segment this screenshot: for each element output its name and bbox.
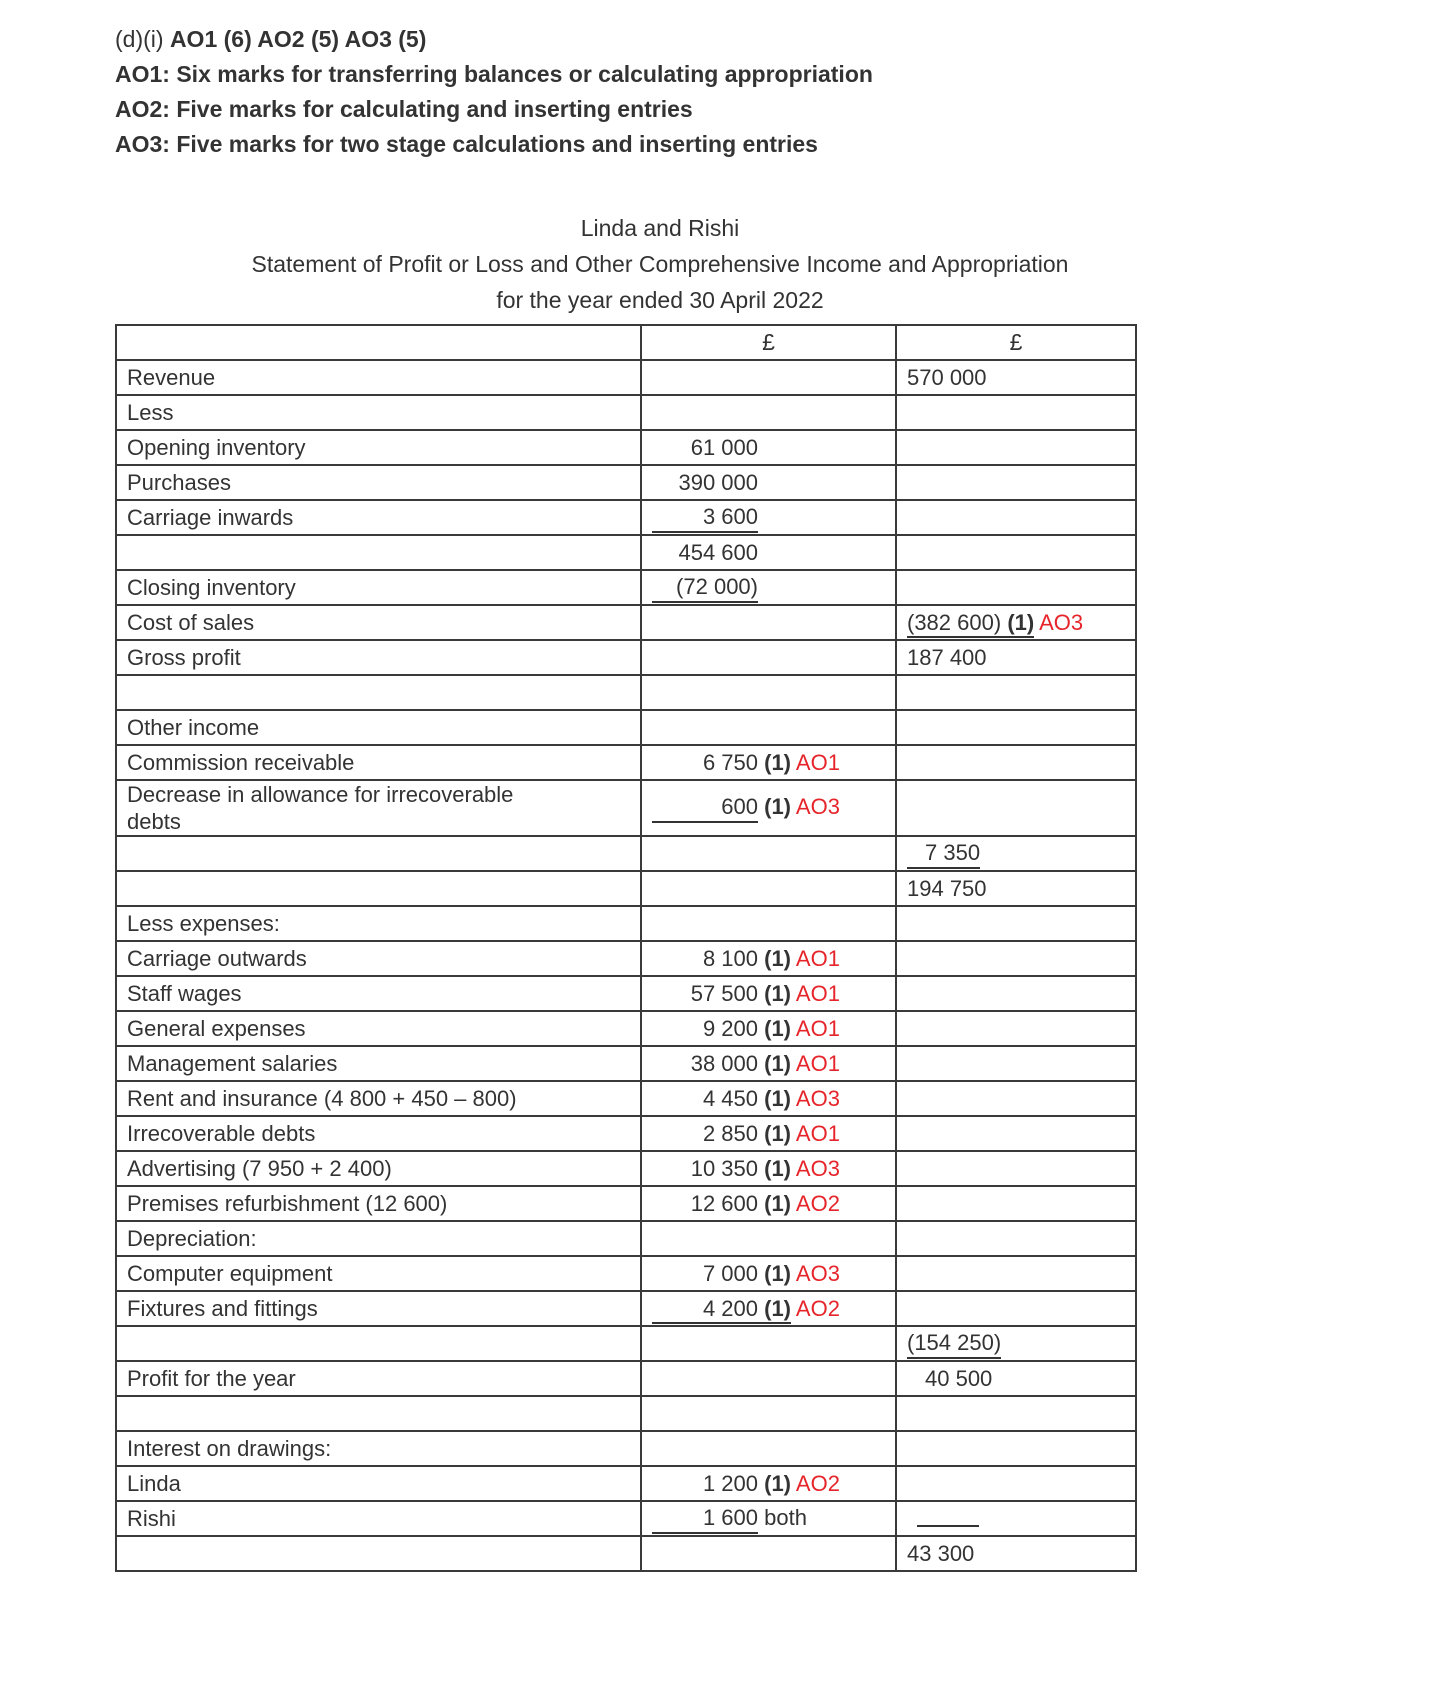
amount-group — [652, 540, 758, 565]
amount-col2-cell — [896, 871, 1136, 906]
amount-col1-cell — [641, 906, 896, 941]
amount-group — [652, 1051, 791, 1076]
table-row — [116, 1291, 1136, 1326]
table-row — [116, 605, 1136, 640]
amount-col2-cell — [896, 1466, 1136, 1501]
table-row — [116, 710, 1136, 745]
table-row — [116, 360, 1136, 395]
table-row — [116, 1116, 1136, 1151]
row-label: Gross profit — [116, 640, 641, 675]
row-label: Irrecoverable debts — [116, 1116, 641, 1151]
amount-value: 38 000 — [690, 1051, 758, 1076]
ao-tag: AO1 — [795, 750, 840, 775]
amount-col1-cell — [641, 1536, 896, 1571]
statement-name: Statement of Profit or Loss and Other Comprehensive Income and Appropriation — [251, 251, 1069, 277]
amount-col2-cell — [896, 430, 1136, 465]
amount-value: 7 000 — [702, 1261, 758, 1286]
row-label: Rent and insurance (4 800 + 450 – 800) — [116, 1081, 641, 1116]
ao-tag: AO2 — [795, 1471, 840, 1496]
row-label: Interest on drawings: — [116, 1431, 641, 1466]
amount-group — [907, 1330, 1001, 1355]
amount-col2-cell — [896, 1116, 1136, 1151]
amount-col1-cell — [641, 1361, 896, 1396]
amount-col1-cell — [641, 780, 896, 836]
table-row — [116, 941, 1136, 976]
row-label: Carriage outwards — [116, 941, 641, 976]
row-label — [116, 871, 641, 906]
amount-group — [652, 1471, 791, 1496]
amount-col2-cell — [896, 836, 1136, 871]
total-underline — [917, 1505, 979, 1527]
table-row — [116, 1011, 1136, 1046]
table-row — [116, 1431, 1136, 1466]
question-heading — [115, 22, 1205, 57]
table-row — [116, 640, 1136, 675]
amount-group — [652, 750, 791, 775]
table-row — [116, 976, 1136, 1011]
row-label: Depreciation: — [116, 1221, 641, 1256]
amount-col2-cell — [896, 1256, 1136, 1291]
amount-group — [652, 1086, 791, 1111]
mark-point: (1) — [764, 750, 792, 775]
amount-value: 6 750 — [702, 750, 758, 775]
mark-point: (1) — [764, 1261, 792, 1286]
amount-value: 1 600 — [652, 1504, 758, 1534]
row-label: Revenue — [116, 360, 641, 395]
statement-title-block — [115, 210, 1205, 318]
amount-group — [652, 470, 758, 495]
amount-group — [652, 946, 791, 971]
ao-tag: AO3 — [1039, 610, 1084, 635]
amount-group — [907, 876, 987, 901]
row-label: Rishi — [116, 1501, 641, 1536]
amount-col1-cell — [641, 976, 896, 1011]
row-label: Less expenses: — [116, 906, 641, 941]
mark-point: (1) — [764, 1296, 792, 1321]
amount-col2-cell — [896, 1011, 1136, 1046]
row-label: Decrease in allowance for irrecoverable debts — [116, 780, 641, 836]
row-label: Staff wages — [116, 976, 641, 1011]
amount-col2-cell — [896, 710, 1136, 745]
mark-point: (1) — [764, 1156, 792, 1181]
amount-group — [652, 981, 791, 1006]
amount-col1-cell — [641, 1501, 896, 1536]
amount-value: (154 250) — [907, 1329, 1001, 1359]
amount-value: 40 500 — [925, 1366, 993, 1391]
table-row — [116, 675, 1136, 710]
amount-col2-cell — [896, 535, 1136, 570]
row-label — [116, 1536, 641, 1571]
amount-col1-cell — [641, 1291, 896, 1326]
table-row — [116, 1501, 1136, 1536]
table-row — [116, 780, 1136, 836]
amount-col2-cell — [896, 1081, 1136, 1116]
amount-col1-cell — [641, 710, 896, 745]
amount-col1-cell — [641, 1186, 896, 1221]
amount-value: 7 350 — [907, 839, 980, 869]
amount-col1-cell — [641, 500, 896, 535]
amount-col2-cell — [896, 1536, 1136, 1571]
amount-col2-cell — [896, 465, 1136, 500]
amount-value: 454 600 — [678, 540, 758, 565]
amount-col2-cell — [896, 1326, 1136, 1361]
amount-value: 3 600 — [652, 503, 758, 533]
ao-tag: AO3 — [795, 1156, 840, 1181]
row-label: Commission receivable — [116, 745, 641, 780]
row-label — [116, 675, 641, 710]
amount-col1-cell — [641, 535, 896, 570]
amount-col2-cell — [896, 605, 1136, 640]
ao-tag: AO3 — [795, 1261, 840, 1286]
amount-col1-cell — [641, 1466, 896, 1501]
ao-tag: AO2 — [795, 1191, 840, 1216]
amount-value: 194 750 — [907, 876, 987, 901]
amount-group — [652, 1121, 791, 1146]
row-label: Linda — [116, 1466, 641, 1501]
amount-col1-cell — [641, 745, 896, 780]
amount-col1-cell — [641, 1046, 896, 1081]
amount-col2-cell — [896, 395, 1136, 430]
mark-point: (1) — [764, 1471, 792, 1496]
row-label: Premises refurbishment (12 600) — [116, 1186, 641, 1221]
mark-note: both — [764, 1504, 807, 1530]
row-label: Computer equipment — [116, 1256, 641, 1291]
table-row — [116, 1361, 1136, 1396]
amount-value: 1 200 — [702, 1471, 758, 1496]
statement-period: for the year ended 30 April 2022 — [496, 287, 824, 313]
table-row — [116, 1396, 1136, 1431]
amount-group — [907, 365, 987, 390]
row-label: Purchases — [116, 465, 641, 500]
mark-point: (1) — [764, 1086, 792, 1111]
amount-value: 187 400 — [907, 645, 987, 670]
amount-value: 4 200 — [702, 1296, 758, 1321]
amount-group — [652, 574, 758, 599]
amount-col2-cell — [896, 500, 1136, 535]
ao-tag: AO1 — [795, 946, 840, 971]
amount-col1-cell — [641, 360, 896, 395]
mark-point: (1) — [1007, 610, 1035, 635]
table-row — [116, 570, 1136, 605]
ao3-description: AO3: Five marks for two stage calculations and inserting entries — [115, 131, 818, 157]
table-row — [116, 395, 1136, 430]
amount-group — [907, 610, 1034, 638]
table-row — [116, 1081, 1136, 1116]
amount-col1-cell — [641, 1396, 896, 1431]
amount-value: (382 600) — [907, 610, 1002, 635]
amount-group — [652, 1261, 791, 1286]
mark-point: (1) — [764, 1016, 792, 1041]
table-row — [116, 500, 1136, 535]
table-row — [116, 1326, 1136, 1361]
profit-loss-statement-table — [115, 324, 1137, 1572]
amount-col2-cell — [896, 1291, 1136, 1326]
amount-value: 61 000 — [690, 435, 758, 460]
amount-col2-cell — [896, 1361, 1136, 1396]
ao-tag: AO1 — [795, 981, 840, 1006]
row-label — [116, 1326, 641, 1361]
amount-group — [652, 1016, 791, 1041]
table-row — [116, 1466, 1136, 1501]
amount-col1-cell — [641, 1221, 896, 1256]
amount-col2-cell — [896, 1151, 1136, 1186]
mark-point: (1) — [764, 794, 792, 819]
amount-col2-cell — [896, 1221, 1136, 1256]
ao-tag: AO3 — [795, 1086, 840, 1111]
amount-group — [652, 1191, 791, 1216]
amount-col1-cell — [641, 605, 896, 640]
amount-col2-cell — [896, 1046, 1136, 1081]
amount-value: 9 200 — [702, 1016, 758, 1041]
amount-value: 43 300 — [907, 1541, 975, 1566]
row-label: General expenses — [116, 1011, 641, 1046]
amount-col2-cell — [896, 1501, 1136, 1536]
mark-point: (1) — [764, 1051, 792, 1076]
amount-col2-cell — [896, 360, 1136, 395]
row-label — [116, 836, 641, 871]
mark-point: (1) — [764, 981, 792, 1006]
amount-col2-cell — [896, 780, 1136, 836]
mark-point: (1) — [764, 946, 792, 971]
row-label: Carriage inwards — [116, 500, 641, 535]
table-row — [116, 745, 1136, 780]
amount-group — [652, 504, 758, 529]
table-row — [116, 836, 1136, 871]
amount-col1-cell — [641, 1081, 896, 1116]
amount-value: (72 000) — [652, 573, 758, 603]
amount-col1-cell — [641, 1256, 896, 1291]
ao-tag: AO2 — [795, 1296, 840, 1321]
table-row — [116, 535, 1136, 570]
table-row — [116, 1536, 1136, 1571]
amount-value: 10 350 — [690, 1156, 758, 1181]
question-heading-bold: AO1 (6) AO2 (5) AO3 (5) — [169, 26, 427, 52]
row-label: Advertising (7 950 + 2 400) — [116, 1151, 641, 1186]
header-label-cell — [116, 325, 641, 360]
amount-col1-cell — [641, 640, 896, 675]
table-row — [116, 1256, 1136, 1291]
amount-group — [652, 1505, 758, 1530]
amount-col2-cell — [896, 1431, 1136, 1466]
amount-col1-cell — [641, 675, 896, 710]
mark-point: (1) — [764, 1191, 792, 1216]
table-row — [116, 1186, 1136, 1221]
ao-tag: AO1 — [795, 1016, 840, 1041]
statement-body — [116, 360, 1136, 1571]
amount-value: 390 000 — [678, 470, 758, 495]
amount-group — [652, 794, 791, 819]
amount-col2-cell — [896, 976, 1136, 1011]
header-currency-col1: £ — [641, 325, 896, 360]
amount-col2-cell — [896, 941, 1136, 976]
amount-col1-cell — [641, 871, 896, 906]
row-label — [116, 1396, 641, 1431]
ao-tag: AO1 — [795, 1121, 840, 1146]
row-label: Profit for the year — [116, 1361, 641, 1396]
amount-col2-cell — [896, 745, 1136, 780]
amount-group — [652, 435, 758, 460]
amount-value: 8 100 — [702, 946, 758, 971]
amount-col1-cell — [641, 1151, 896, 1186]
row-label: Management salaries — [116, 1046, 641, 1081]
business-name: Linda and Rishi — [580, 215, 740, 241]
table-row — [116, 871, 1136, 906]
table-header-row — [116, 325, 1136, 360]
table-row — [116, 1221, 1136, 1256]
amount-col1-cell — [641, 941, 896, 976]
amount-col1-cell — [641, 465, 896, 500]
table-row — [116, 1046, 1136, 1081]
amount-value: 12 600 — [690, 1191, 758, 1216]
amount-value: 4 450 — [702, 1086, 758, 1111]
amount-col1-cell — [641, 430, 896, 465]
question-number: (d)(i) — [115, 26, 170, 52]
row-label: Less — [116, 395, 641, 430]
amount-value: 57 500 — [690, 981, 758, 1006]
amount-col1-cell — [641, 1116, 896, 1151]
ao1-description: AO1: Six marks for transferring balances or calculating appropriation — [115, 61, 873, 87]
amount-col1-cell — [641, 1431, 896, 1466]
amount-group — [907, 840, 980, 865]
ao-tag: AO1 — [795, 1051, 840, 1076]
amount-group — [652, 1156, 791, 1181]
table-row — [116, 430, 1136, 465]
amount-col1-cell — [641, 1326, 896, 1361]
row-label: Closing inventory — [116, 570, 641, 605]
amount-col2-cell — [896, 1186, 1136, 1221]
amount-col2-cell — [896, 570, 1136, 605]
amount-value: 570 000 — [907, 365, 987, 390]
row-label: Other income — [116, 710, 641, 745]
amount-group — [907, 1541, 974, 1566]
amount-col2-cell — [896, 906, 1136, 941]
amount-group — [907, 645, 987, 670]
amount-col1-cell — [641, 836, 896, 871]
table-row — [116, 1151, 1136, 1186]
row-label: Opening inventory — [116, 430, 641, 465]
mark-point: (1) — [764, 1121, 792, 1146]
amount-col2-cell — [896, 675, 1136, 710]
amount-group — [652, 1296, 791, 1324]
table-row — [116, 465, 1136, 500]
amount-value: 2 850 — [702, 1121, 758, 1146]
table-row — [116, 906, 1136, 941]
row-label: Fixtures and fittings — [116, 1291, 641, 1326]
ao2-description: AO2: Five marks for calculating and inserting entries — [115, 96, 693, 122]
amount-group — [907, 1366, 992, 1391]
row-label: Cost of sales — [116, 605, 641, 640]
ao-tag: AO3 — [795, 794, 840, 819]
amount-value: 600 — [652, 793, 758, 823]
amount-col2-cell — [896, 640, 1136, 675]
amount-col1-cell — [641, 395, 896, 430]
header-currency-col2: £ — [896, 325, 1136, 360]
row-label — [116, 535, 641, 570]
amount-col2-cell — [896, 1396, 1136, 1431]
amount-col1-cell — [641, 570, 896, 605]
amount-col1-cell — [641, 1011, 896, 1046]
